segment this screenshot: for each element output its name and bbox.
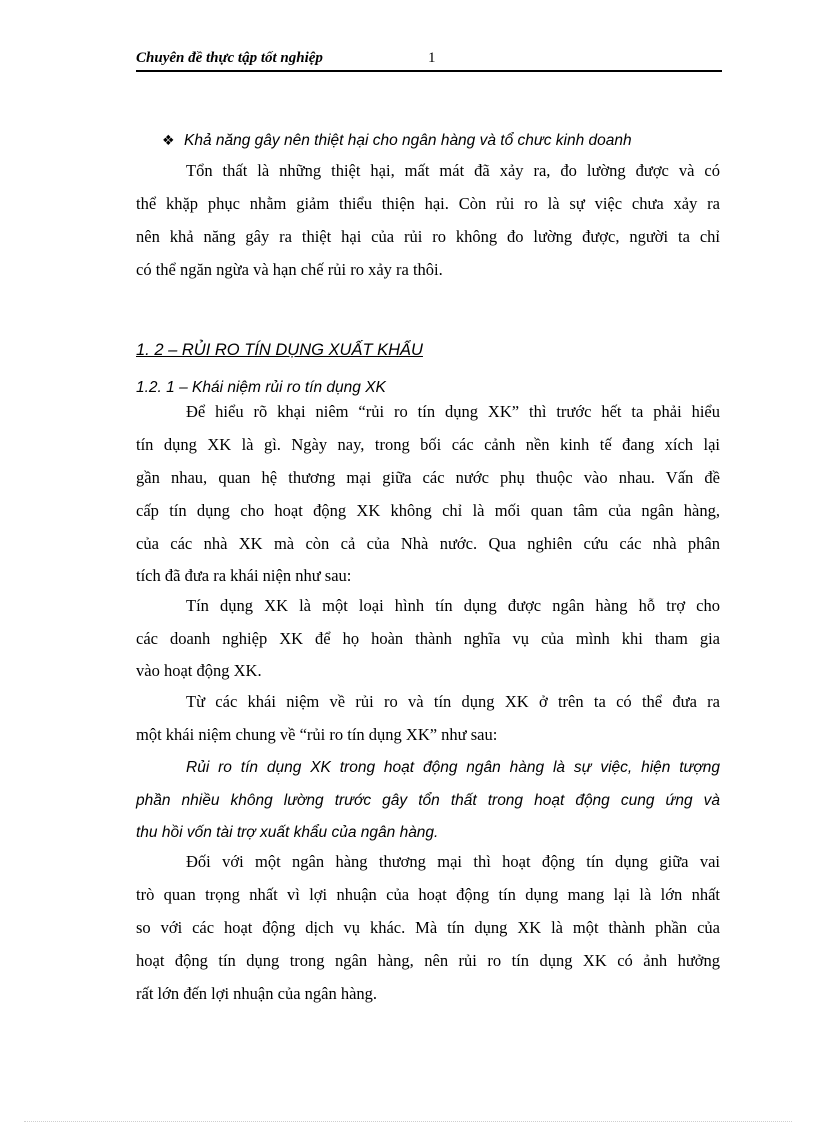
- paragraph-line: trò quan trọng nhất vì lợi nhuận của hoạt động tín dụng mang lại là lớn nhất: [136, 885, 720, 904]
- paragraph-line: hoạt động tín dụng trong ngân hàng, nên rủi ro tín dụng XK có ảnh hưởng: [136, 951, 720, 970]
- paragraph-line: so với các hoạt động dịch vụ khác. Mà tín dụng XK là một thành phần của: [136, 918, 720, 937]
- page-number: 1: [428, 50, 436, 66]
- paragraph-line: một khái niệm chung về “rủi ro tín dụng XK” như sau:: [136, 725, 498, 744]
- paragraph-line: thể khặp phục nhằm giảm thiểu thiện hại. Còn rủi ro là sự việc chưa xảy ra: [136, 194, 720, 213]
- definition-line: Rủi ro tín dụng XK trong hoạt động ngân hàng là sự việc, hiện tượng: [186, 759, 720, 776]
- bullet-heading: [162, 130, 722, 151]
- paragraph-line: tích đã đưa ra khái niện như sau:: [136, 566, 352, 585]
- paragraph-line: cấp tín dụng cho hoạt động XK không chỉ là mối quan tâm của ngân hàng,: [136, 501, 720, 520]
- bullet-heading-text: Khả năng gây nên thiệt hại cho ngân hàng và tổ chưc kinh doanh: [184, 132, 632, 149]
- paragraph-line: của các nhà XK mà còn cả của Nhà nước. Qua nghiên cứu các nhà phân: [136, 534, 720, 553]
- paragraph-line: rất lớn đến lợi nhuận của ngân hàng.: [136, 984, 378, 1003]
- page-bottom-edge: [24, 1121, 792, 1122]
- paragraph-line: Đối với một ngân hàng thương mại thì hoạt động tín dụng giữa vai: [186, 852, 720, 871]
- paragraph-line: gần nhau, quan hệ thương mại giữa các nước phụ thuộc vào nhau. Vấn đề: [136, 468, 720, 487]
- header-title: Chuyên đề thực tập tốt nghiệp: [136, 50, 323, 66]
- paragraph-line: Tổn thất là những thiệt hại, mất mát đã xảy ra, đo lường được và có: [186, 161, 720, 180]
- page-header: [136, 48, 722, 72]
- paragraph-line: Từ các khái niệm về rủi ro và tín dụng XK ở trên ta có thể đưa ra: [186, 692, 720, 711]
- paragraph-line: tín dụng XK là gì. Ngày nay, trong bối các cảnh nền kinh tế đang xích lại: [136, 435, 720, 454]
- definition-line: phần nhiều không lường trước gây tổn thất trong hoạt động cung ứng và: [136, 792, 720, 809]
- diamond-bullet-icon: ❖: [162, 132, 175, 148]
- paragraph-line: có thể ngăn ngừa và hạn chế rủi ro xảy ra thôi.: [136, 260, 443, 279]
- paragraph-line: Để hiểu rõ khại niêm “rủi ro tín dụng XK” thì trước hết ta phải hiểu: [186, 402, 720, 421]
- paragraph-line: vào hoạt động XK.: [136, 661, 262, 680]
- paragraph-line: nên khả năng gây ra thiệt hại của rủi ro không đo lường được, người ta chỉ: [136, 227, 720, 246]
- subsection-heading: 1.2. 1 – Khái niệm rủi ro tín dụng XK: [136, 379, 386, 396]
- section-heading: 1. 2 – RỦI RO TÍN DỤNG XUẤT KHẨU: [136, 341, 423, 359]
- definition-line: thu hồi vốn tài trợ xuất khẩu của ngân hàng.: [136, 824, 439, 841]
- paragraph-line: Tín dụng XK là một loại hình tín dụng được ngân hàng hỗ trợ cho: [186, 596, 720, 615]
- paragraph-line: các doanh nghiệp XK để họ hoàn thành nghĩa vụ của mình khi tham gia: [136, 629, 720, 648]
